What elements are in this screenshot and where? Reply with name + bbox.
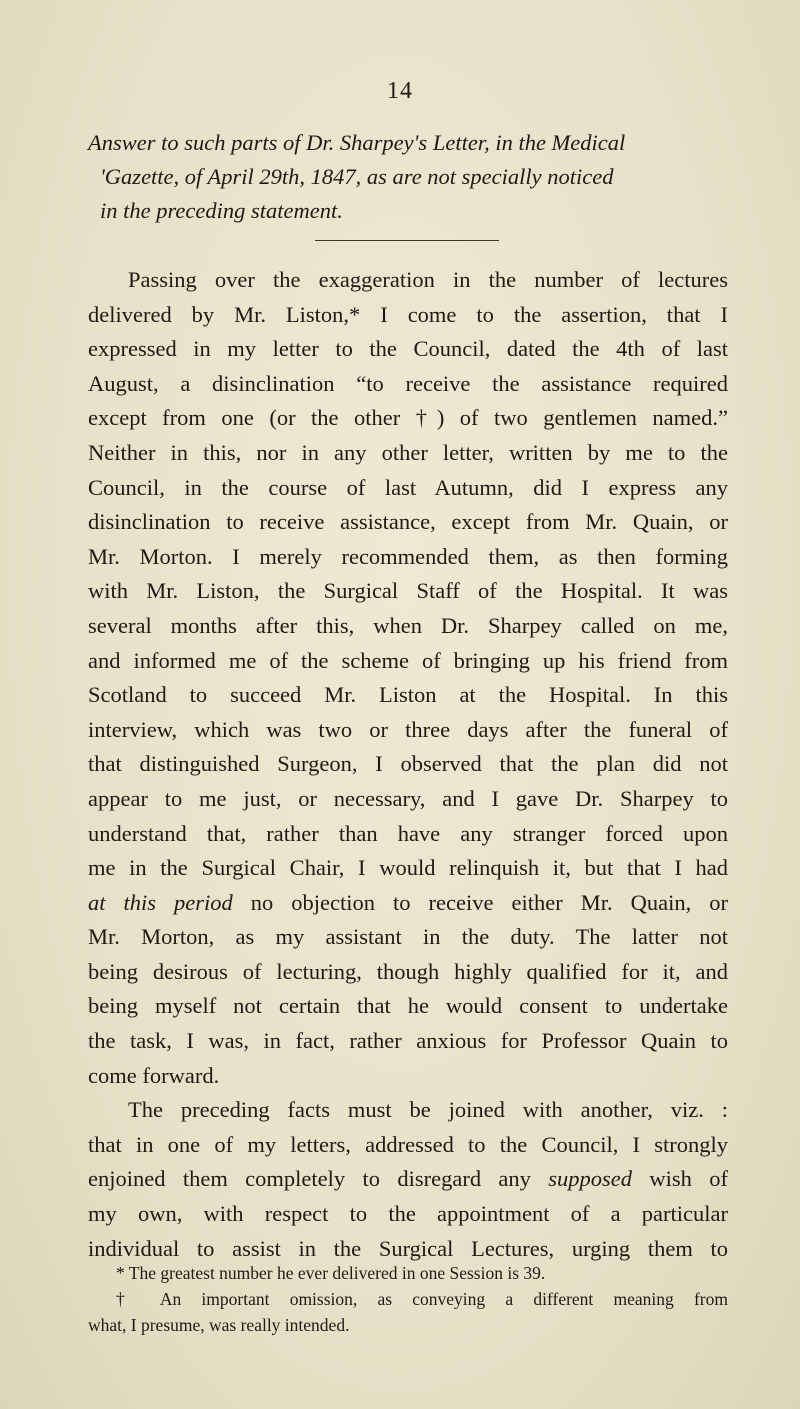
heading-divider bbox=[315, 240, 499, 241]
text-line: August, a disinclination “to receive the assistance required bbox=[88, 370, 728, 396]
body-text bbox=[88, 263, 728, 1266]
text-line: the task, I was, in fact, rather anxious for Professor Quain to bbox=[88, 1028, 728, 1054]
footnote-continuation: what, I presume, was really intended. bbox=[88, 1315, 350, 1335]
text-line: several months after this, when Dr. Sharpey called on me, bbox=[88, 612, 728, 638]
text-line: being myself not certain that he would consent to undertake bbox=[88, 993, 728, 1019]
heading-line: in the preceding statement. bbox=[100, 198, 343, 223]
emphasis-text: supposed bbox=[548, 1166, 633, 1192]
text-line: understand that, rather than have any stranger forced upon bbox=[88, 820, 728, 846]
footnote: * The greatest number he ever delivered in one Session is 39. bbox=[116, 1263, 546, 1283]
text-line: delivered by Mr. Liston,* I come to the assertion, that I bbox=[88, 301, 728, 327]
text-line: except from one (or the other †) of two gentlemen named.” bbox=[88, 405, 728, 431]
text-line: The preceding facts must be joined with another, viz. : bbox=[128, 1097, 728, 1123]
heading-line: Answer to such parts of Dr. Sharpey's Letter, in the Medical bbox=[88, 130, 626, 155]
text-line: being desirous of lecturing, though highly qualified for it, and bbox=[88, 958, 728, 984]
text-line: with Mr. Liston, the Surgical Staff of the Hospital. It was bbox=[88, 578, 728, 604]
text-fragment: no objection to receive either Mr. Quain, or bbox=[232, 889, 728, 915]
section-heading bbox=[88, 126, 728, 228]
text-line: me in the Surgical Chair, I would relinquish it, but that I had bbox=[88, 855, 728, 881]
text-line: Council, in the course of last Autumn, did I express any bbox=[88, 474, 728, 500]
text-line: Neither in this, nor in any other letter, written by me to the bbox=[88, 439, 728, 465]
footnote: † An important omission, as conveying a different meaning from bbox=[116, 1289, 728, 1309]
text-line: Mr. Morton, as my assistant in the duty. The latter not bbox=[88, 924, 728, 950]
emphasis-text: at this period bbox=[88, 889, 233, 915]
text-fragment: wish of bbox=[632, 1166, 728, 1192]
text-line bbox=[88, 886, 728, 921]
text-line: Passing over the exaggeration in the number of lectures bbox=[128, 267, 728, 292]
text-line: that distinguished Surgeon, I observed that the plan did not bbox=[88, 751, 728, 777]
text-line: appear to me just, or necessary, and I gave Dr. Sharpey to bbox=[88, 785, 728, 811]
text-line: and informed me of the scheme of bringing up his friend from bbox=[88, 647, 728, 673]
text-line: come forward. bbox=[88, 1062, 220, 1088]
text-line: that in one of my letters, addressed to the Council, I strongly bbox=[88, 1131, 728, 1157]
heading-line: 'Gazette, of April 29th, 1847, as are not specially noticed bbox=[100, 164, 614, 189]
footnotes bbox=[88, 1260, 728, 1338]
text-line bbox=[88, 1162, 728, 1197]
text-line: my own, with respect to the appointment of a particular bbox=[88, 1201, 728, 1227]
text-line: disinclination to receive assistance, except from Mr. Quain, or bbox=[88, 509, 728, 535]
text-line: Scotland to succeed Mr. Liston at the Hospital. In this bbox=[88, 682, 728, 708]
text-line: Mr. Morton. I merely recommended them, as then forming bbox=[88, 543, 728, 569]
text-line: interview, which was two or three days after the funeral of bbox=[88, 716, 728, 742]
text-line: expressed in my letter to the Council, dated the 4th of last bbox=[88, 336, 728, 362]
text-line: individual to assist in the Surgical Lectures, urging them to bbox=[88, 1235, 728, 1261]
page-number: 14 bbox=[387, 78, 413, 104]
text-fragment: enjoined them completely to disregard any bbox=[88, 1166, 549, 1192]
